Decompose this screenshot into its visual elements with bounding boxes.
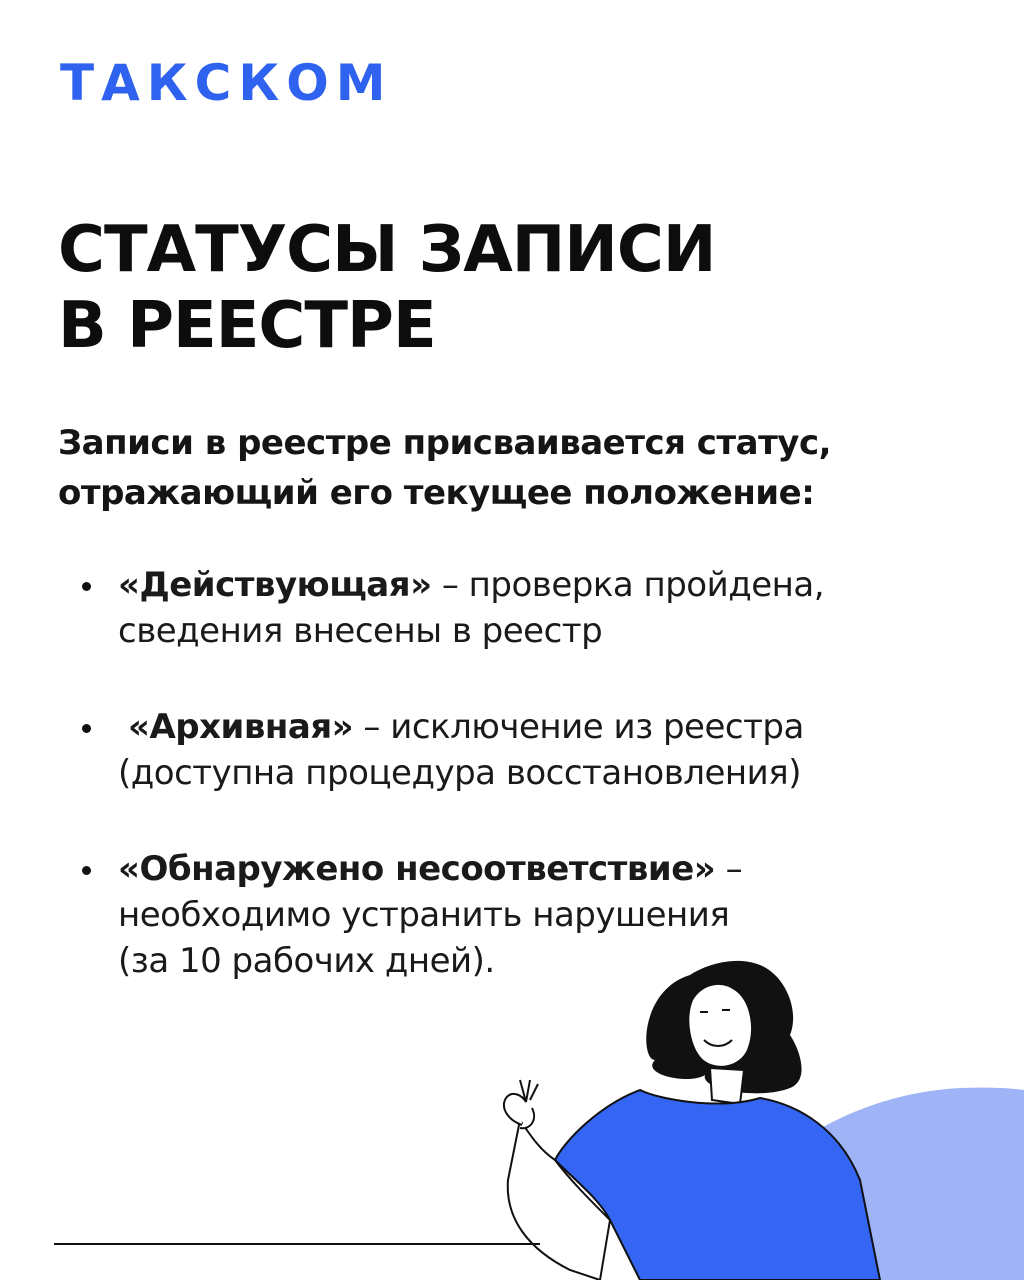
intro-line-1: Записи в реестре присваивается статус, — [58, 423, 832, 463]
bottom-divider — [54, 1243, 540, 1245]
status-desc-line: сведения внесены в реестр — [118, 611, 603, 651]
status-name: «Обнаружено несоответствие» — [118, 849, 716, 889]
status-desc: – проверка пройдена, — [431, 565, 824, 605]
brand-logo: ТАКСКОМ — [60, 54, 393, 112]
title-line-2: В РЕЕСТРЕ — [58, 289, 436, 363]
status-desc-line: (за 10 рабочих дней). — [118, 941, 495, 981]
title-line-1: СТАТУСЫ ЗАПИСИ — [58, 213, 716, 287]
status-desc: – исключение из реестра — [353, 707, 804, 747]
ok-hand-icon — [504, 1080, 538, 1128]
status-desc: – — [715, 849, 743, 889]
intro-line-2: отражающий его текущее положение: — [58, 473, 815, 513]
status-name: «Действующая» — [118, 565, 432, 605]
status-desc-line: необходимо устранить нарушения — [118, 895, 730, 935]
status-name: «Архивная» — [128, 707, 354, 747]
face-icon — [688, 984, 752, 1067]
status-desc-line: (доступна процедура восстановления) — [118, 753, 801, 793]
